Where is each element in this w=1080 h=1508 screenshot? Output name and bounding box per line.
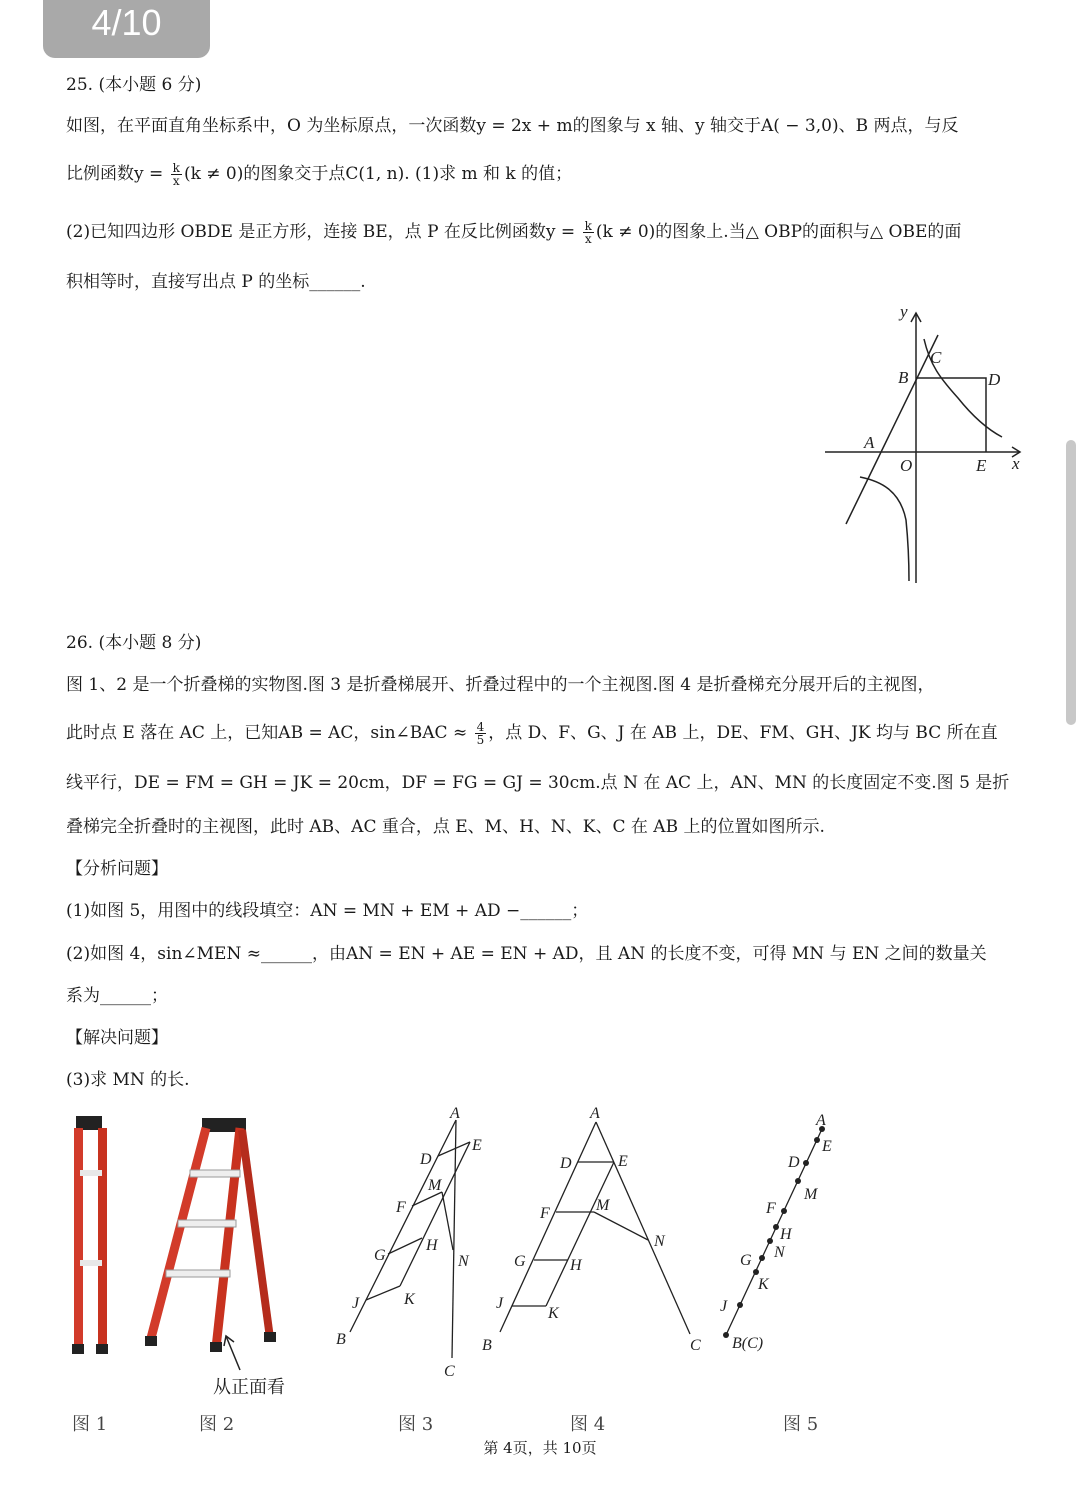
analysis-heading: 【分析问题】 xyxy=(66,859,168,879)
label-g: G xyxy=(740,1252,752,1269)
segment-ac xyxy=(452,1120,456,1358)
q25-line-2b: (k ≠ 0)的图象交于点C(1, n). (1)求 m 和 k 的值； xyxy=(183,164,573,184)
label-d: D xyxy=(560,1155,572,1172)
point-j xyxy=(737,1302,743,1308)
frac-den-3: 5 xyxy=(476,733,485,747)
segment-ab xyxy=(350,1120,456,1332)
ladder-step xyxy=(190,1170,240,1177)
point-k xyxy=(753,1269,759,1275)
q26-line-2 xyxy=(66,721,998,746)
ladder-foot xyxy=(96,1344,108,1354)
label-o: O xyxy=(900,456,913,475)
label-b: B xyxy=(482,1337,492,1354)
segment-ek xyxy=(546,1162,614,1306)
label-j: J xyxy=(352,1295,360,1312)
label-x: x xyxy=(1012,454,1020,473)
ladder-foot xyxy=(72,1344,84,1354)
arrow-icon xyxy=(220,1330,250,1375)
q25-line-4: 积相等时，直接写出点 P 的坐标______. xyxy=(66,272,366,292)
ladder-step xyxy=(178,1220,236,1227)
hyperbola-branch-2 xyxy=(860,477,909,581)
q25-line-2 xyxy=(66,162,572,187)
q25-line-3a: (2)已知四边形 OBDE 是正方形，连接 BE，点 P 在反比例函数y = xyxy=(66,222,581,242)
label-g: G xyxy=(514,1253,526,1270)
ladder-rail-front-left xyxy=(150,1128,206,1342)
ladder-rail-left xyxy=(74,1128,83,1348)
label-a: A xyxy=(450,1105,460,1122)
ladder-rail-right xyxy=(98,1128,107,1348)
label-e: E xyxy=(472,1137,482,1154)
point-f xyxy=(781,1208,787,1214)
point-m xyxy=(795,1178,801,1184)
ladder-foot xyxy=(264,1332,276,1342)
figure-3-diagram xyxy=(330,1100,500,1385)
label-e: E xyxy=(822,1138,832,1155)
q26-line-3: 线平行，DE = FM = GH = JK = 20cm，DF = FG = GJ = 30cm.点 N 在 AC 上，AN、MN 的长度固定不变.图 5 是折 xyxy=(66,773,1010,793)
page-indicator-badge: 4/10 xyxy=(43,0,210,58)
label-g: G xyxy=(374,1247,386,1264)
q25-line-3b: (k ≠ 0)的图象上.当△ OBP的面积与△ OBE的面 xyxy=(595,222,962,242)
ladder-top-cap xyxy=(76,1116,102,1130)
label-c: C xyxy=(930,348,942,367)
segment-mn xyxy=(594,1212,648,1240)
label-k: K xyxy=(404,1291,415,1308)
q26-line-2b: ，点 D、F、G、J 在 AB 上，DE、FM、GH、JK 均与 BC 所在直 xyxy=(488,723,998,743)
label-f: F xyxy=(766,1200,776,1217)
point-bc xyxy=(723,1332,729,1338)
point-g xyxy=(759,1255,765,1261)
label-d: D xyxy=(420,1151,432,1168)
q25-line-3 xyxy=(66,220,961,245)
point-e xyxy=(814,1137,820,1143)
label-h: H xyxy=(570,1257,582,1274)
label-c: C xyxy=(444,1363,455,1380)
frac-num-3: 4 xyxy=(476,720,485,734)
point-d xyxy=(803,1160,809,1166)
label-y: y xyxy=(900,302,908,321)
q25-line-1: 如图，在平面直角坐标系中，O 为坐标原点，一次函数y = 2x + m的图象与 x 轴、y 轴交于A( − 3,0)、B 两点，与反 xyxy=(66,116,959,136)
frac-num: k xyxy=(172,161,180,175)
ladder-step xyxy=(80,1170,102,1176)
frac-den-2: x xyxy=(584,232,592,246)
figure-4-diagram xyxy=(478,1100,718,1360)
ladder-rail-front-right xyxy=(216,1128,240,1348)
label-a: A xyxy=(590,1105,600,1122)
q25-line-2a: 比例函数y = xyxy=(66,164,169,184)
front-view-label: 从正面看 xyxy=(213,1377,285,1398)
label-d: D xyxy=(988,370,1001,389)
label-m: M xyxy=(804,1186,818,1203)
part-1: (1)如图 5，用图中的线段填空：AN = MN + EM + AD −______； xyxy=(66,901,589,921)
caption-figure-1: 图 1 xyxy=(72,1414,108,1435)
point-h xyxy=(773,1224,779,1230)
label-d: D xyxy=(788,1154,800,1171)
label-n: N xyxy=(654,1233,665,1250)
q25-header: 25. (本小题 6 分) xyxy=(66,75,202,95)
label-a: A xyxy=(816,1112,826,1129)
label-m: M xyxy=(596,1197,610,1214)
label-f: F xyxy=(396,1199,406,1216)
segment-jk xyxy=(366,1286,400,1300)
linear-function-line xyxy=(846,335,938,524)
fraction-k-over-x xyxy=(171,162,182,187)
segment-mn xyxy=(442,1192,453,1250)
label-bc: B(C) xyxy=(732,1335,764,1352)
frac-num-2: k xyxy=(584,219,592,233)
label-m: M xyxy=(428,1177,442,1194)
caption-figure-4: 图 4 xyxy=(570,1414,606,1435)
caption-figure-3: 图 3 xyxy=(398,1414,434,1435)
page-footer: 第 4页，共 10页 xyxy=(483,1439,597,1457)
figure-1-ladder-photo xyxy=(66,1110,126,1360)
part-2-cont: 系为______； xyxy=(66,986,168,1006)
solve-heading: 【解决问题】 xyxy=(66,1028,168,1048)
q26-header: 26. (本小题 8 分) xyxy=(66,633,202,653)
label-h: H xyxy=(426,1237,438,1254)
scrollbar-thumb[interactable] xyxy=(1066,440,1076,725)
point-n xyxy=(767,1238,773,1244)
label-n: N xyxy=(458,1253,469,1270)
label-b: B xyxy=(898,368,909,387)
ladder-rail-back xyxy=(242,1130,270,1338)
segment-de xyxy=(438,1142,470,1156)
caption-figure-2: 图 2 xyxy=(199,1414,235,1435)
ladder-step xyxy=(80,1260,102,1266)
figure-2-ladder-photo xyxy=(140,1110,280,1360)
label-f: F xyxy=(540,1205,550,1222)
q26-line-1: 图 1、2 是一个折叠梯的实物图.图 3 是折叠梯展开、折叠过程中的一个主视图.图 4 是折叠梯充分展开后的主视图， xyxy=(66,675,935,695)
label-h: H xyxy=(780,1226,792,1243)
label-e: E xyxy=(976,456,987,475)
label-a: A xyxy=(864,433,875,452)
q26-line-2a: 此时点 E 落在 AC 上，已知AB = AC，sin∠BAC ≈ xyxy=(66,723,473,743)
label-c: C xyxy=(690,1337,701,1354)
fraction-k-over-x-2 xyxy=(583,220,594,245)
segment-ac xyxy=(596,1122,690,1334)
label-j: J xyxy=(496,1295,504,1312)
ladder-step xyxy=(166,1270,230,1277)
label-b: B xyxy=(336,1331,346,1348)
fraction-four-fifths xyxy=(475,721,487,746)
label-e: E xyxy=(618,1153,628,1170)
label-n: N xyxy=(774,1244,785,1261)
part-3: (3)求 MN 的长. xyxy=(66,1070,190,1090)
label-k: K xyxy=(548,1305,559,1322)
q26-line-4: 叠梯完全折叠时的主视图，此时 AB、AC 重合，点 E、M、H、N、K、C 在 AB 上的位置如图所示. xyxy=(66,817,825,837)
frac-den: x xyxy=(172,174,180,188)
figure-5-diagram xyxy=(710,1105,860,1355)
ladder-foot xyxy=(145,1336,157,1346)
label-k: K xyxy=(758,1276,769,1293)
part-2: (2)如图 4，sin∠MEN ≈______，由AN = EN + AE = EN + AD，且 AN 的长度不变，可得 MN 与 EN 之间的数量关 xyxy=(66,944,987,964)
label-j: J xyxy=(720,1298,728,1315)
caption-figure-5: 图 5 xyxy=(783,1414,819,1435)
coordinate-graph xyxy=(820,295,1030,595)
